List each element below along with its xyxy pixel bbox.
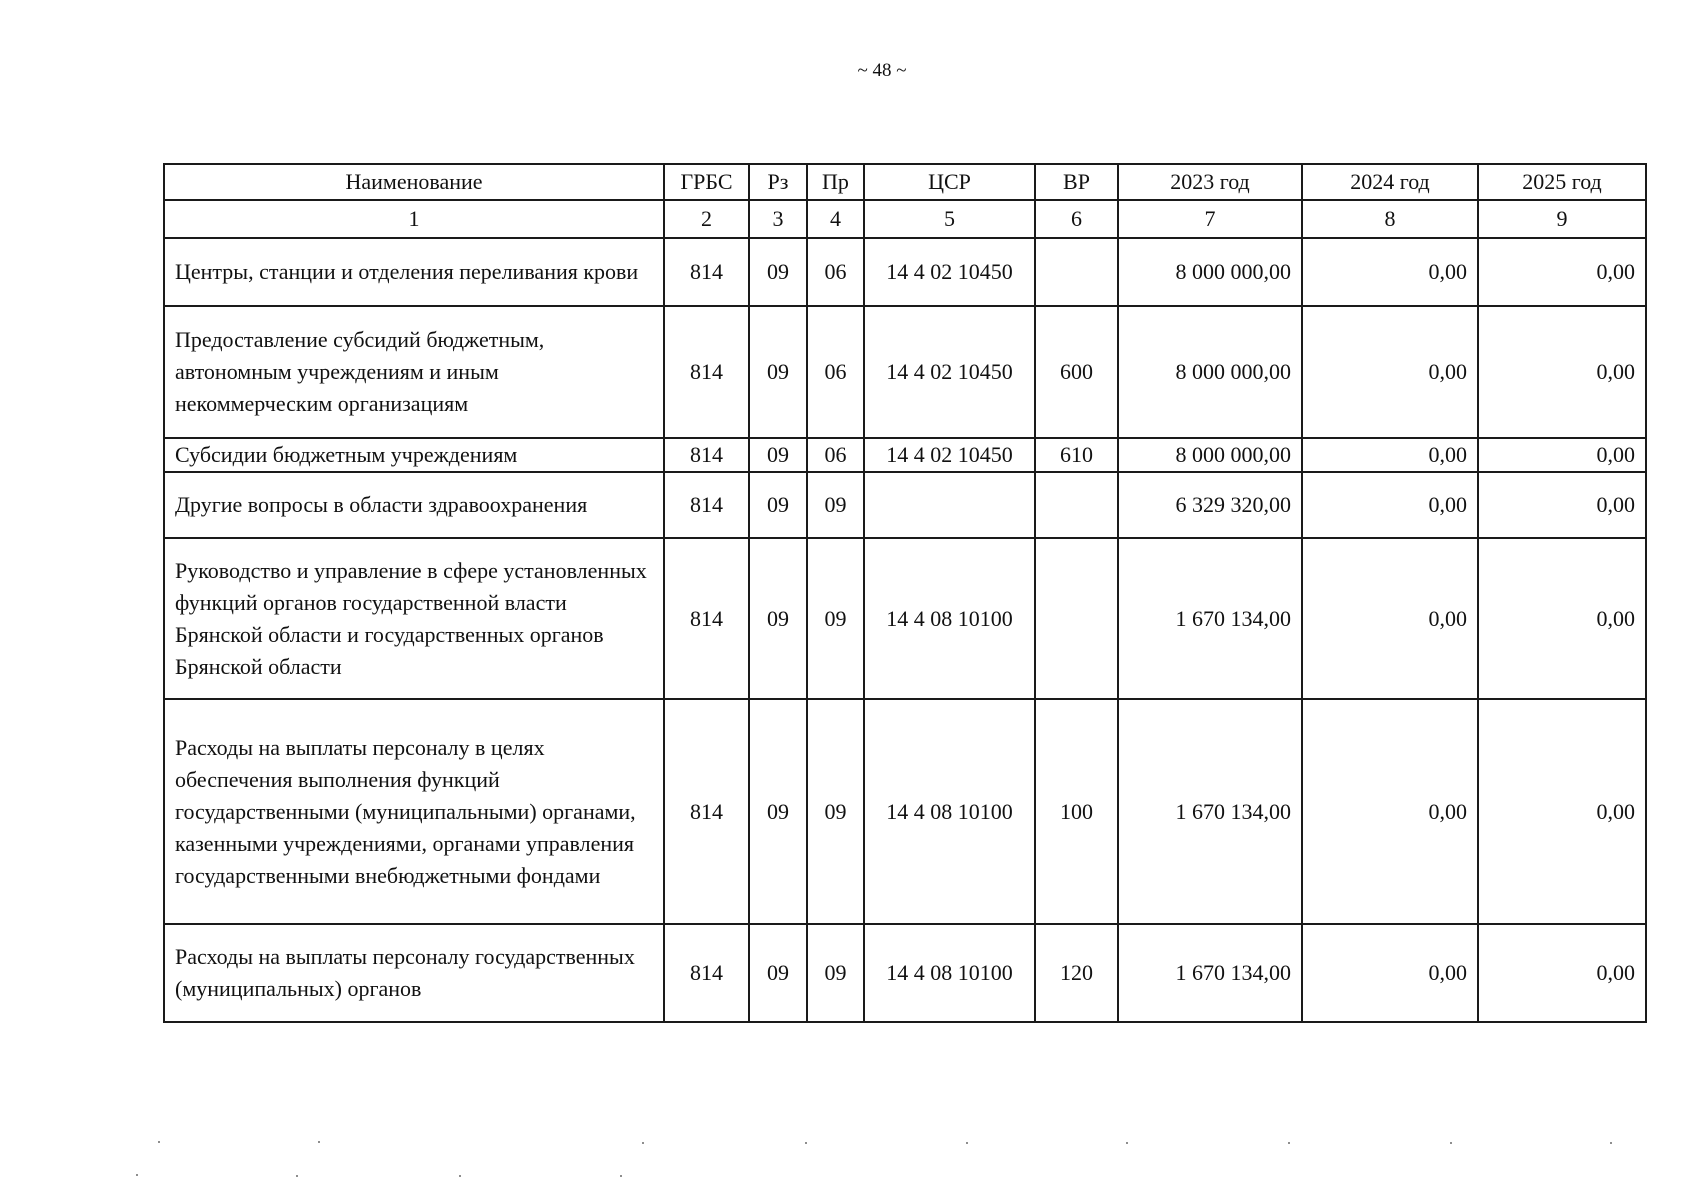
row-rz: 09	[749, 924, 807, 1022]
column-number: 9	[1478, 200, 1646, 238]
row-grbs: 814	[664, 238, 749, 306]
row-amount-2024: 0,00	[1302, 699, 1478, 924]
row-vr: 600	[1035, 306, 1118, 438]
table-row	[164, 538, 1646, 699]
scan-speck	[459, 1175, 461, 1177]
scan-speck	[805, 1142, 807, 1144]
table-row	[164, 472, 1646, 538]
row-pr: 09	[807, 538, 864, 699]
row-csr: 14 4 02 10450	[864, 238, 1035, 306]
column-number: 6	[1035, 200, 1118, 238]
row-csr: 14 4 08 10100	[864, 538, 1035, 699]
table-row	[164, 238, 1646, 306]
scan-speck	[642, 1142, 644, 1144]
row-grbs: 814	[664, 538, 749, 699]
row-amount-2024: 0,00	[1302, 438, 1478, 472]
row-amount-2024: 0,00	[1302, 306, 1478, 438]
row-vr: 120	[1035, 924, 1118, 1022]
row-amount-2023: 8 000 000,00	[1118, 238, 1302, 306]
row-csr	[864, 472, 1035, 538]
column-number: 8	[1302, 200, 1478, 238]
row-amount-2023: 1 670 134,00	[1118, 538, 1302, 699]
column-number: 2	[664, 200, 749, 238]
column-header-grbs: ГРБС	[664, 164, 749, 200]
header-row	[164, 164, 1646, 200]
row-amount-2025: 0,00	[1478, 238, 1646, 306]
scan-speck	[158, 1141, 160, 1143]
row-name: Центры, станции и отделения переливания крови	[164, 238, 664, 306]
row-rz: 09	[749, 306, 807, 438]
row-amount-2025: 0,00	[1478, 472, 1646, 538]
column-number: 1	[164, 200, 664, 238]
row-name: Расходы на выплаты персоналу в целях обеспечения выполнения функций государственными (муниципальными) органами, казенными учреждениями, органами управления государственными внебюджетными фондами	[164, 699, 664, 924]
row-pr: 09	[807, 924, 864, 1022]
row-amount-2024: 0,00	[1302, 538, 1478, 699]
scan-speck	[318, 1141, 320, 1143]
row-rz: 09	[749, 538, 807, 699]
row-csr: 14 4 08 10100	[864, 924, 1035, 1022]
row-name: Предоставление субсидий бюджетным, автономным учреждениям и иным некоммерческим организациям	[164, 306, 664, 438]
table-row	[164, 438, 1646, 472]
row-grbs: 814	[664, 472, 749, 538]
scan-speck	[620, 1175, 622, 1177]
table-row	[164, 924, 1646, 1022]
row-name: Расходы на выплаты персоналу государственных (муниципальных) органов	[164, 924, 664, 1022]
column-number: 4	[807, 200, 864, 238]
row-amount-2023: 8 000 000,00	[1118, 306, 1302, 438]
row-csr: 14 4 02 10450	[864, 306, 1035, 438]
row-grbs: 814	[664, 438, 749, 472]
column-header-2025: 2025 год	[1478, 164, 1646, 200]
column-header-csr: ЦСР	[864, 164, 1035, 200]
row-pr: 06	[807, 438, 864, 472]
row-csr: 14 4 08 10100	[864, 699, 1035, 924]
row-amount-2025: 0,00	[1478, 699, 1646, 924]
row-rz: 09	[749, 438, 807, 472]
row-amount-2023: 1 670 134,00	[1118, 699, 1302, 924]
row-csr: 14 4 02 10450	[864, 438, 1035, 472]
scan-speck	[136, 1174, 138, 1176]
row-name: Субсидии бюджетным учреждениям	[164, 438, 664, 472]
row-vr	[1035, 472, 1118, 538]
budget-table	[163, 163, 1647, 1023]
column-header-2024: 2024 год	[1302, 164, 1478, 200]
column-number: 5	[864, 200, 1035, 238]
table-row	[164, 306, 1646, 438]
row-amount-2025: 0,00	[1478, 924, 1646, 1022]
row-vr	[1035, 538, 1118, 699]
row-pr: 06	[807, 238, 864, 306]
row-vr	[1035, 238, 1118, 306]
column-number: 3	[749, 200, 807, 238]
table-row	[164, 699, 1646, 924]
scan-speck	[1610, 1142, 1612, 1144]
row-amount-2025: 0,00	[1478, 306, 1646, 438]
column-number-row	[164, 200, 1646, 238]
scan-speck	[966, 1142, 968, 1144]
row-grbs: 814	[664, 306, 749, 438]
row-amount-2024: 0,00	[1302, 472, 1478, 538]
row-amount-2025: 0,00	[1478, 538, 1646, 699]
row-pr: 06	[807, 306, 864, 438]
row-name: Руководство и управление в сфере установленных функций органов государственной власти Брянской области и государственных органов Брянской области	[164, 538, 664, 699]
row-pr: 09	[807, 699, 864, 924]
scan-speck	[1126, 1142, 1128, 1144]
column-header-2023: 2023 год	[1118, 164, 1302, 200]
column-header-rz: Рз	[749, 164, 807, 200]
row-amount-2024: 0,00	[1302, 238, 1478, 306]
row-vr: 610	[1035, 438, 1118, 472]
column-header-pr: Пр	[807, 164, 864, 200]
scan-speck	[296, 1175, 298, 1177]
scan-speck	[1450, 1142, 1452, 1144]
row-rz: 09	[749, 472, 807, 538]
row-grbs: 814	[664, 924, 749, 1022]
row-pr: 09	[807, 472, 864, 538]
row-vr: 100	[1035, 699, 1118, 924]
row-amount-2023: 6 329 320,00	[1118, 472, 1302, 538]
row-amount-2023: 8 000 000,00	[1118, 438, 1302, 472]
row-grbs: 814	[664, 699, 749, 924]
page-number: ~ 48 ~	[857, 60, 907, 81]
row-rz: 09	[749, 238, 807, 306]
row-amount-2023: 1 670 134,00	[1118, 924, 1302, 1022]
column-header-name: Наименование	[164, 164, 664, 200]
row-amount-2025: 0,00	[1478, 438, 1646, 472]
row-rz: 09	[749, 699, 807, 924]
row-amount-2024: 0,00	[1302, 924, 1478, 1022]
column-header-vr: ВР	[1035, 164, 1118, 200]
scan-speck	[1288, 1142, 1290, 1144]
column-number: 7	[1118, 200, 1302, 238]
row-name: Другие вопросы в области здравоохранения	[164, 472, 664, 538]
